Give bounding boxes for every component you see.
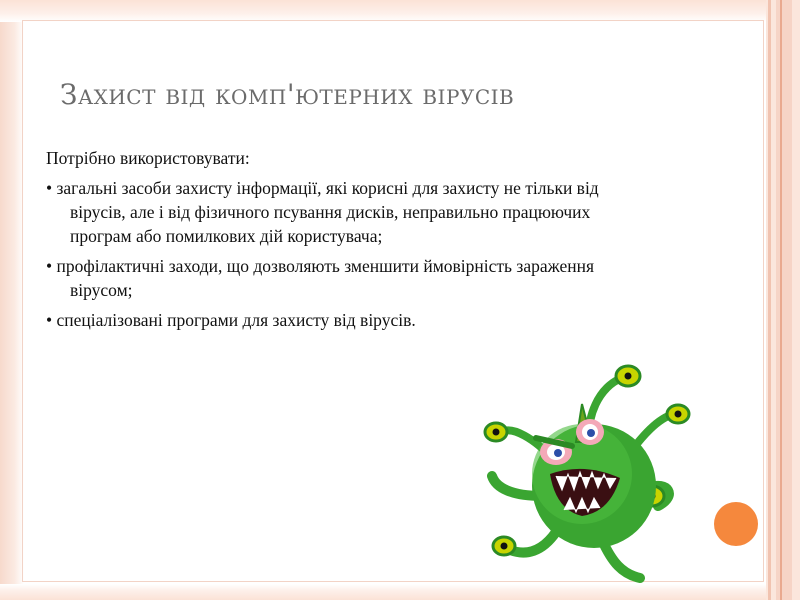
intro-text: Потрібно використовувати: — [46, 148, 250, 168]
bullet-item: • загальні засоби захисту інформації, які корисні для захисту не тільки від вірусів, але і від фізичного псування дисків, неправильно працюючих програм або помилкових дій користувача; — [46, 178, 599, 246]
frame-stripe — [768, 0, 771, 600]
frame-stripe — [780, 0, 782, 600]
frame-left-decoration — [0, 0, 24, 600]
frame-stripe — [776, 0, 792, 600]
slide-body — [46, 146, 606, 338]
virus-illustration-icon — [472, 356, 704, 588]
bullet-item: • спеціалізовані програми для захисту від вірусів. — [46, 310, 416, 330]
bullet-item: • профілактичні заходи, що дозволяють зменшити ймовірність зараження вірусом; — [46, 256, 595, 300]
slide-title: Захист від комп'ютерних вірусів — [60, 78, 515, 111]
frame-top-decoration — [0, 0, 800, 22]
orange-circle-decoration-icon — [714, 502, 758, 546]
frame-right-decoration — [766, 0, 800, 600]
